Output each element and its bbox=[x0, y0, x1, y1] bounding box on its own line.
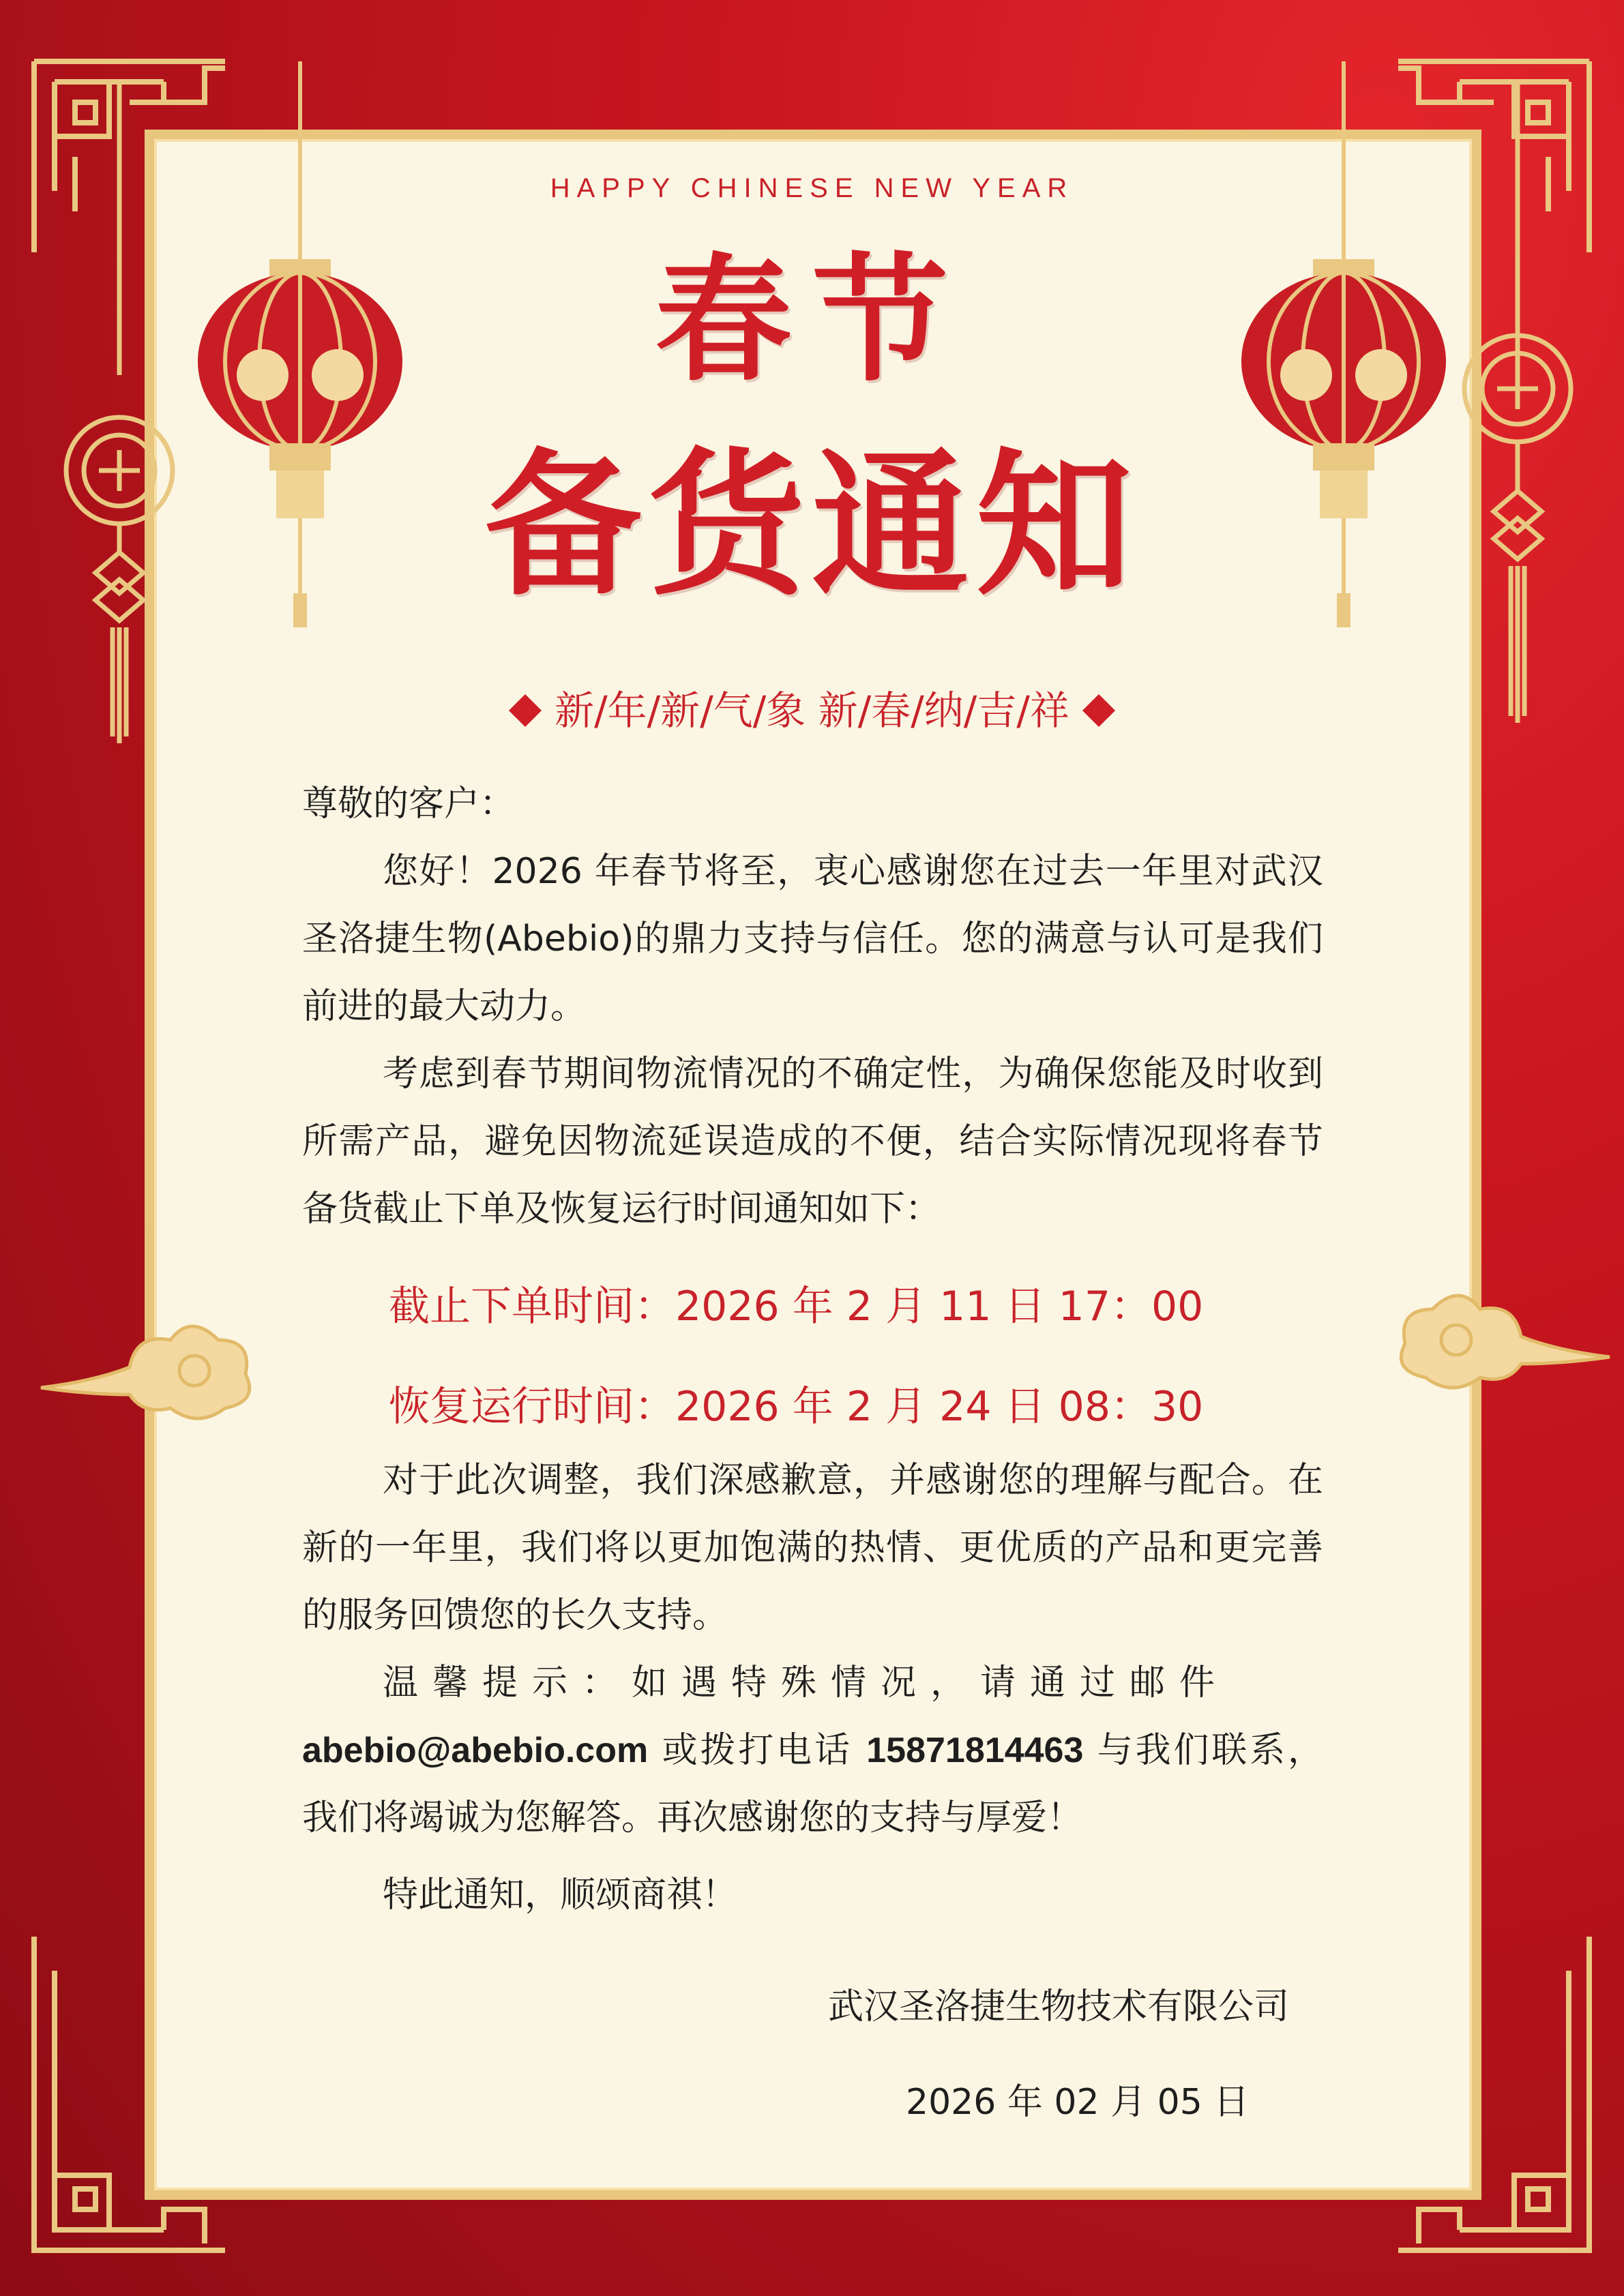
paragraph-2: 考虑到春节期间物流情况的不确定性，为确保您能及时收到所需产品，避免因物流延误造成的不便，结合实际情况现将春节备货截止下单及恢复运行时间通知如下： bbox=[302, 1054, 1323, 1229]
paragraph-3: 对于此次调整，我们深感歉意，并感谢您的理解与配合。在新的一年里，我们将以更加饱满的热情、更优质的产品和更完善的服务回馈您的长久支持。 bbox=[302, 1460, 1323, 1636]
title-line-1: 春节 bbox=[655, 240, 969, 400]
slogan bbox=[0, 683, 1624, 738]
cloud-left-icon bbox=[34, 1313, 259, 1429]
diamond-right-icon bbox=[1082, 694, 1115, 727]
tip-tail: 与我们联系，我们将竭诚为您解答。再次感谢您的支持与厚爱！ bbox=[302, 1730, 1324, 1838]
paragraph-1: 您好！2026 年春节将至，衷心感谢您在过去一年里对武汉圣洛捷生物(Abebio)的鼎力支持与信任。您的满意与认可是我们前进的最大动力。 bbox=[302, 851, 1323, 1027]
deadline-time: 截止下单时间：2026 年 2 月 11 日 17：00 bbox=[389, 1283, 1204, 1330]
corner-ornament-bottom-right-icon bbox=[1391, 1930, 1596, 2257]
email-link[interactable]: abebio@abebio.com bbox=[302, 1731, 649, 1770]
english-subtitle: HAPPY CHINESE NEW YEAR bbox=[550, 173, 1074, 203]
phone-number[interactable]: 15871814463 bbox=[866, 1731, 1084, 1770]
salutation: 尊敬的客户： bbox=[302, 784, 516, 824]
resume-time: 恢复运行时间：2026 年 2 月 24 日 08：30 bbox=[389, 1383, 1204, 1431]
company-name: 武汉圣洛捷生物技术有限公司 bbox=[828, 1986, 1290, 2027]
slogan-text: 新/年/新/气/象 新/春/纳/吉/祥 bbox=[555, 687, 1069, 734]
tip-paragraph bbox=[302, 1650, 1323, 1852]
title-line-2: 备货通知 bbox=[484, 433, 1140, 617]
cloud-right-icon bbox=[1391, 1282, 1616, 1398]
corner-ornament-bottom-left-icon bbox=[27, 1930, 232, 2257]
closing-line: 特此通知，顺颂商祺！ bbox=[383, 1875, 738, 1915]
letter-body-top bbox=[302, 771, 1323, 1243]
tip-lead: 温馨提示：如遇特殊情况，请通过邮件 bbox=[383, 1663, 1230, 1703]
diamond-left-icon bbox=[509, 694, 542, 727]
tip-mid: 或拨打电话 bbox=[648, 1730, 867, 1771]
letter-body-bottom bbox=[302, 1447, 1323, 1929]
letter-date: 2026 年 02 月 05 日 bbox=[906, 2082, 1250, 2123]
